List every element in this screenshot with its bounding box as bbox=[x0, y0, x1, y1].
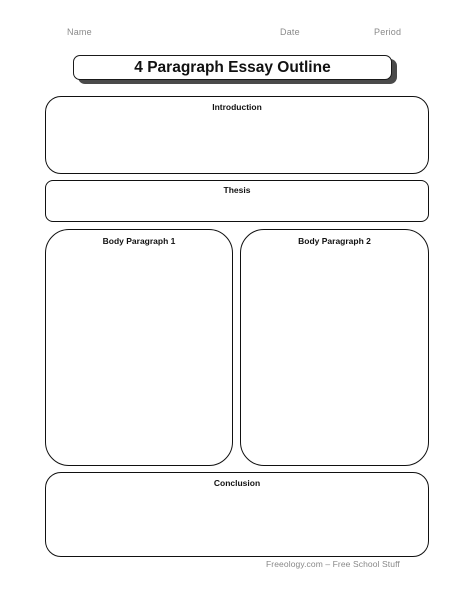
date-label: Date bbox=[280, 27, 300, 37]
body-paragraph-1-box bbox=[45, 229, 233, 466]
body-paragraph-2-writing-area[interactable] bbox=[247, 248, 422, 459]
body-paragraph-2-box bbox=[240, 229, 429, 466]
page-title: 4 Paragraph Essay Outline bbox=[134, 58, 331, 76]
thesis-writing-area[interactable] bbox=[52, 199, 422, 215]
introduction-label: Introduction bbox=[212, 102, 262, 112]
conclusion-writing-area[interactable] bbox=[52, 491, 422, 550]
thesis-label: Thesis bbox=[223, 185, 251, 195]
thesis-box bbox=[45, 180, 429, 222]
body-paragraph-1-label: Body Paragraph 1 bbox=[102, 236, 176, 246]
period-label: Period bbox=[374, 27, 402, 37]
body-paragraph-1-writing-area[interactable] bbox=[52, 248, 226, 459]
title-box bbox=[73, 55, 392, 80]
name-label: Name bbox=[67, 27, 92, 37]
conclusion-label: Conclusion bbox=[213, 478, 261, 488]
body-paragraph-2-label: Body Paragraph 2 bbox=[298, 236, 371, 246]
introduction-box bbox=[45, 96, 429, 174]
footer-credit: Freeology.com – Free School Stuff bbox=[266, 559, 400, 569]
conclusion-box bbox=[45, 472, 429, 557]
introduction-writing-area[interactable] bbox=[52, 115, 422, 167]
